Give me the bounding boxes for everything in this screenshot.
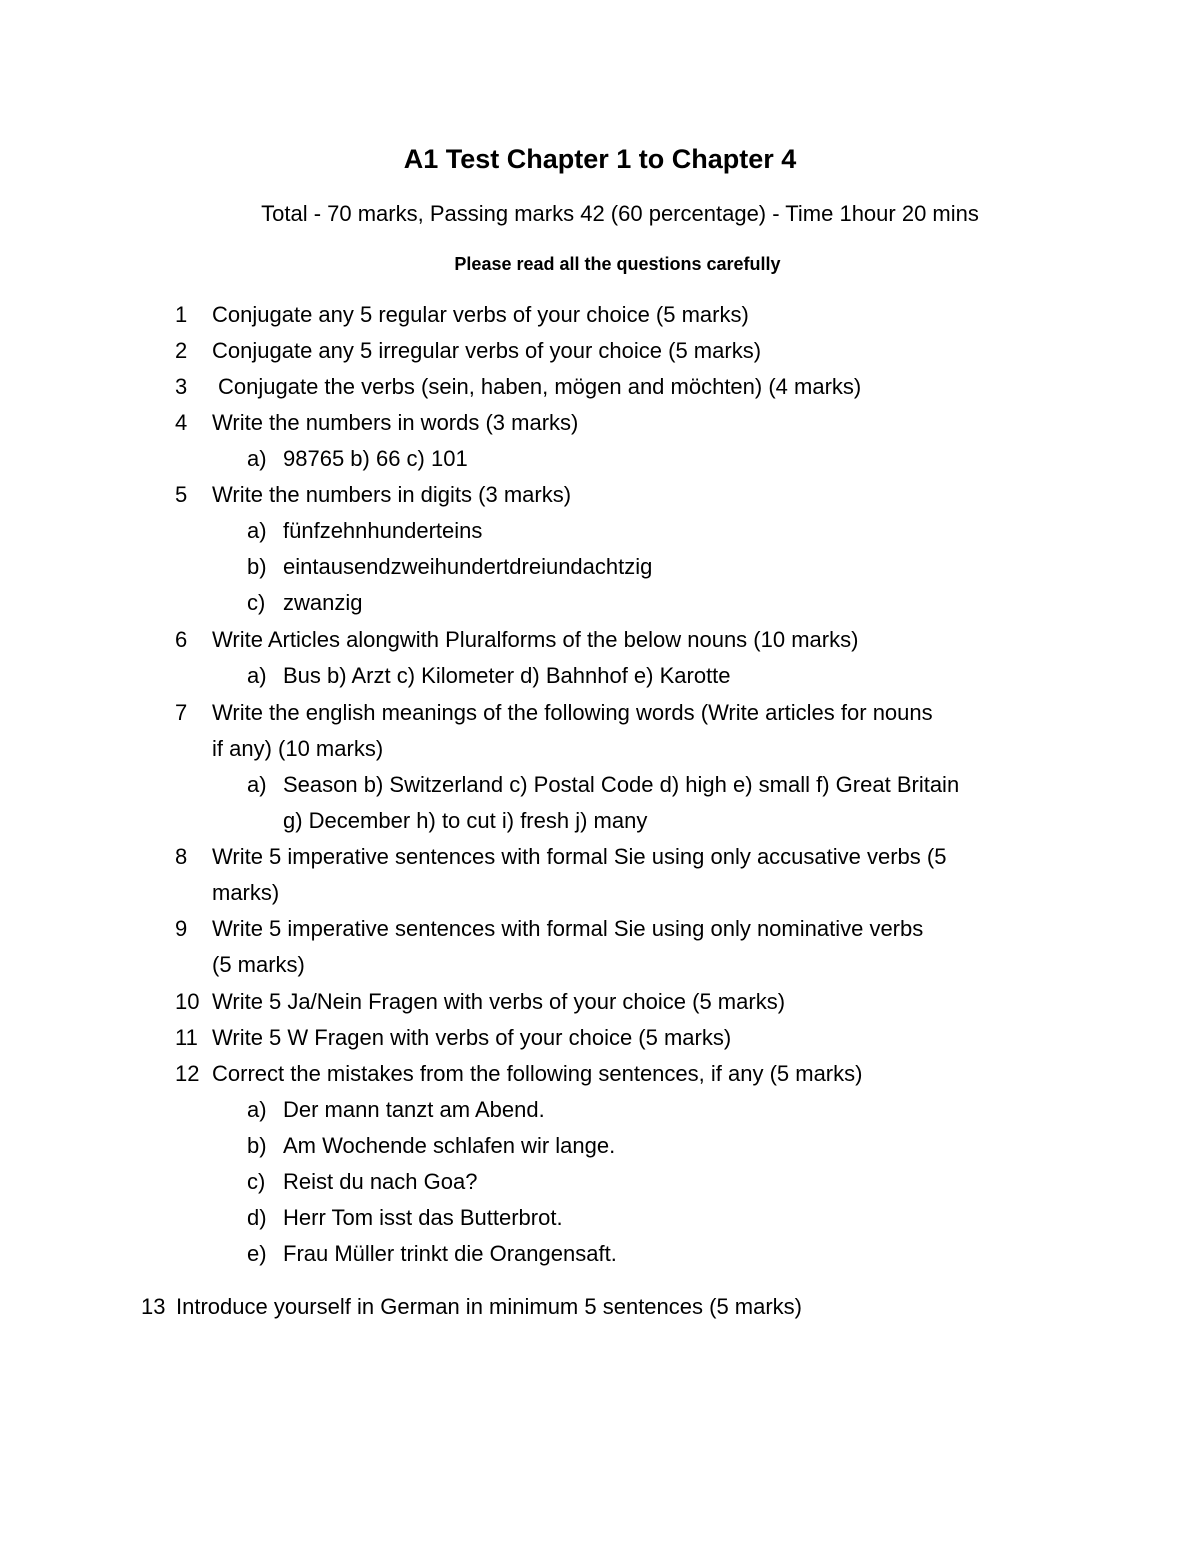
question-text: Write the numbers in words (3 marks) xyxy=(212,410,579,435)
question-number: 13 xyxy=(141,1294,166,1319)
item-letter: a) xyxy=(247,663,267,688)
question-text: Conjugate any 5 irregular verbs of your choice (5 marks) xyxy=(212,338,762,363)
question-text: Write the english meanings of the following words (Write articles for nouns xyxy=(212,700,933,725)
item-text: Am Wochende schlafen wir lange. xyxy=(283,1133,616,1158)
question-number: 12 xyxy=(175,1061,200,1086)
question-number: 10 xyxy=(175,989,200,1014)
exam-summary: Total - 70 marks, Passing marks 42 (60 percentage) - Time 1hour 20 mins xyxy=(261,201,979,226)
question-number: 4 xyxy=(175,410,188,435)
item-letter: b) xyxy=(247,1133,267,1158)
question-text: Introduce yourself in German in minimum 5 sentences (5 marks) xyxy=(176,1294,803,1319)
question-text: Write 5 imperative sentences with formal Sie using only nominative verbs xyxy=(212,916,924,941)
item-text: 98765 b) 66 c) 101 xyxy=(283,446,468,471)
question-text: Write 5 Ja/Nein Fragen with verbs of your choice (5 marks) xyxy=(212,989,786,1014)
item-text: Reist du nach Goa? xyxy=(283,1169,478,1194)
item-text: Frau Müller trinkt die Orangensaft. xyxy=(283,1241,617,1266)
question-number: 8 xyxy=(175,844,188,869)
page-title: A1 Test Chapter 1 to Chapter 4 xyxy=(403,144,797,174)
question-number: 11 xyxy=(175,1025,198,1050)
question-text-continued: if any) (10 marks) xyxy=(212,736,384,761)
item-text: Herr Tom isst das Butterbrot. xyxy=(283,1205,563,1230)
question-text: Write 5 imperative sentences with formal Sie using only accusative verbs (5 xyxy=(212,844,947,869)
question-text: Write the numbers in digits (3 marks) xyxy=(212,482,572,507)
item-text: Der mann tanzt am Abend. xyxy=(283,1097,545,1122)
question-number: 3 xyxy=(175,374,188,399)
item-text: Season b) Switzerland c) Postal Code d) high e) small f) Great Britain xyxy=(283,772,960,797)
question-number: 9 xyxy=(175,916,188,941)
question-number: 1 xyxy=(175,302,188,327)
item-text: eintausendzweihundertdreiundachtzig xyxy=(283,554,653,579)
item-text-continued: g) December h) to cut i) fresh j) many xyxy=(283,808,648,833)
question-text-continued: (5 marks) xyxy=(212,952,305,977)
item-letter: b) xyxy=(247,554,267,579)
question-text-continued: marks) xyxy=(212,880,280,905)
item-letter: a) xyxy=(247,772,267,797)
question-text: Write Articles alongwith Pluralforms of the below nouns (10 marks) xyxy=(212,627,859,652)
question-text: Conjugate the verbs (sein, haben, mögen and möchten) (4 marks) xyxy=(218,374,862,399)
question-text: Conjugate any 5 regular verbs of your choice (5 marks) xyxy=(212,302,749,327)
question-text: Write 5 W Fragen with verbs of your choice (5 marks) xyxy=(212,1025,732,1050)
question-number: 5 xyxy=(175,482,188,507)
instruction: Please read all the questions carefully xyxy=(454,254,781,274)
item-letter: c) xyxy=(247,590,266,615)
item-text: zwanzig xyxy=(283,590,363,615)
item-letter: a) xyxy=(247,518,267,543)
item-letter: a) xyxy=(247,1097,267,1122)
item-text: Bus b) Arzt c) Kilometer d) Bahnhof e) Karotte xyxy=(283,663,731,688)
question-number: 7 xyxy=(175,700,188,725)
item-letter: a) xyxy=(247,446,267,471)
item-letter: e) xyxy=(247,1241,267,1266)
question-number: 6 xyxy=(175,627,188,652)
question-text: Correct the mistakes from the following sentences, if any (5 marks) xyxy=(212,1061,863,1086)
question-number: 2 xyxy=(175,338,188,363)
item-letter: c) xyxy=(247,1169,266,1194)
item-letter: d) xyxy=(247,1205,267,1230)
item-text: fünfzehnhunderteins xyxy=(283,518,483,543)
